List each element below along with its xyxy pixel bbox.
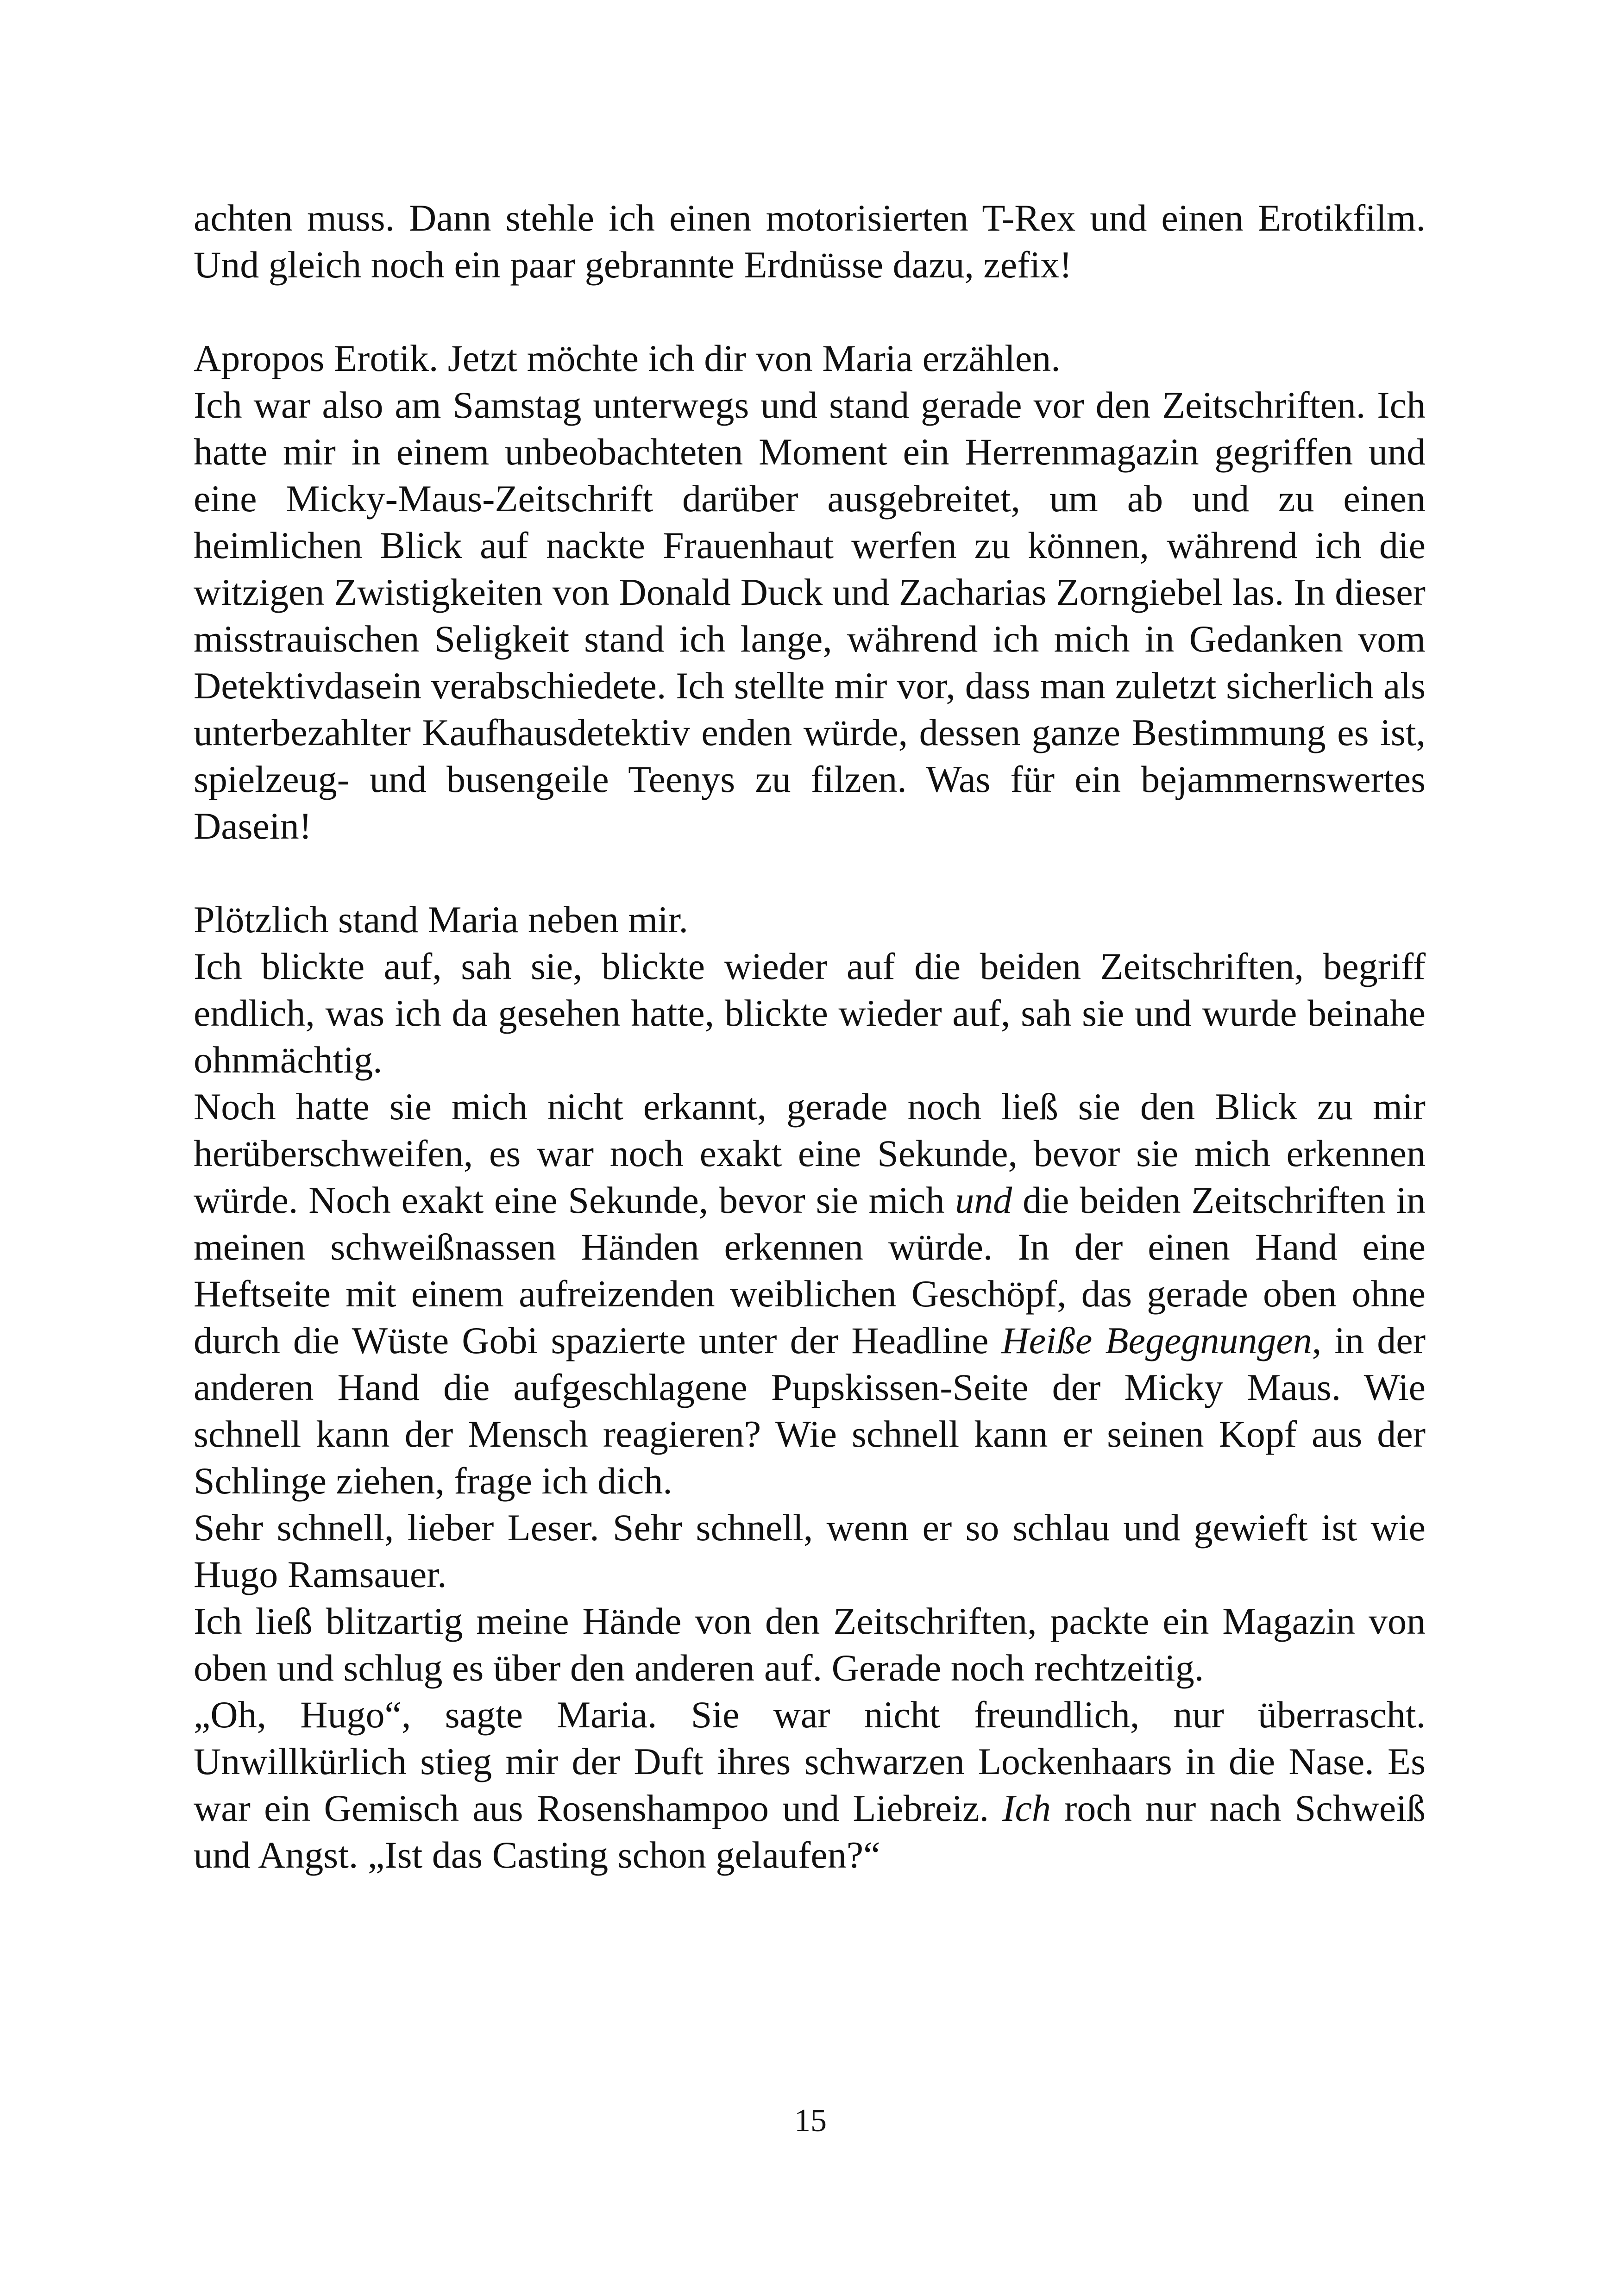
paragraph-6-part-a: Noch hatte sie mich nicht erkannt, gerade noch ließ sie den Blick zu mir herüberschweifen, es war noch exakt eine Sekunde, bevor sie mich erkennen würde. Noch exakt eine Sekunde, bevor sie mich [194, 1085, 1426, 1221]
page-number: 15 [794, 2103, 827, 2139]
paragraph-gap [194, 288, 1426, 335]
paragraph-gap [194, 849, 1426, 896]
emphasis-headline: Heiße Begegnungen [1001, 1319, 1312, 1361]
paragraph-6-part-c: , in der anderen Hand die aufgeschlagene Pupskissen-Seite der Micky Maus. Wie schnell kann der Mensch reagieren? Wie schnell kann er seinen Kopf aus der Schlinge ziehen, frage ich dich. [194, 1319, 1426, 1502]
paragraph-1: achten muss. Dann stehle ich einen motorisierten T-Rex und einen Erotikfilm. Und gleich noch ein paar gebrannte Erdnüsse dazu, zefix! [194, 197, 1426, 286]
paragraph-6-part-b: die beiden Zeitschriften in meinen schweißnassen Händen erkennen würde. In der einen Hand eine Heftseite mit einem aufreizenden weiblichen Geschöpf, das gerade oben ohne durch die Wüste Gobi spazierte unter der Headline [194, 1179, 1426, 1361]
paragraph-9-part-a: „Oh, Hugo“, sagte Maria. Sie war nicht freundlich, nur überrascht. Unwillkürlich stieg mir der Duft ihres schwarzen Lockenhaars in die Nase. Es war ein Gemisch aus Rosenshampoo und Liebreiz. [194, 1694, 1426, 1829]
paragraph-4: Plötzlich stand Maria neben mir. [194, 898, 689, 941]
paragraph-7: Sehr schnell, lieber Leser. Sehr schnell, wenn er so schlau und gewieft ist wie Hugo Ramsauer. [194, 1506, 1426, 1595]
paragraph-5: Ich blickte auf, sah sie, blickte wieder auf die beiden Zeitschriften, begriff endlich, was ich da gesehen hatte, blickte wieder auf, sah sie und wurde beinahe ohnmächtig. [194, 945, 1426, 1081]
paragraph-9 [194, 1691, 1426, 1878]
paragraph-3: Ich war also am Samstag unterwegs und stand gerade vor den Zeitschriften. Ich hatte mir in einem unbeobachteten Moment ein Herrenmagazin gegriffen und eine Micky-Maus-Zeitschrift darüber ausgebreitet, um ab und zu einen heimlichen Blick auf nackte Frauenhaut werfen zu können, während ich die witzigen Zwistigkeiten von Donald Duck und Zacharias Zorngiebel las. In dieser misstrauischen Seligkeit stand ich lange, während ich mich in Gedanken vom Detektivdasein verabschiedete. Ich stellte mir vor, dass man zuletzt sicherlich als unterbezahlter Kaufhausdetektiv enden würde, dessen ganze Bestimmung es ist, spielzeug- und busengeile Teenys zu filzen. Was für ein bejammernswertes Dasein! [194, 384, 1426, 847]
paragraph-9-part-b: roch nur nach Schweiß und Angst. „Ist das Casting schon gelaufen?“ [194, 1787, 1426, 1876]
paragraph-6 [194, 1083, 1426, 1504]
emphasis-ich: Ich [1002, 1787, 1051, 1829]
paragraph-2: Apropos Erotik. Jetzt möchte ich dir von Maria erzählen. [194, 337, 1061, 379]
emphasis-und: und [955, 1179, 1012, 1221]
paragraph-8: Ich ließ blitzartig meine Hände von den Zeitschriften, packte ein Magazin von oben und schlug es über den anderen auf. Gerade noch rechtzeitig. [194, 1600, 1426, 1689]
body-text [194, 194, 1426, 1878]
